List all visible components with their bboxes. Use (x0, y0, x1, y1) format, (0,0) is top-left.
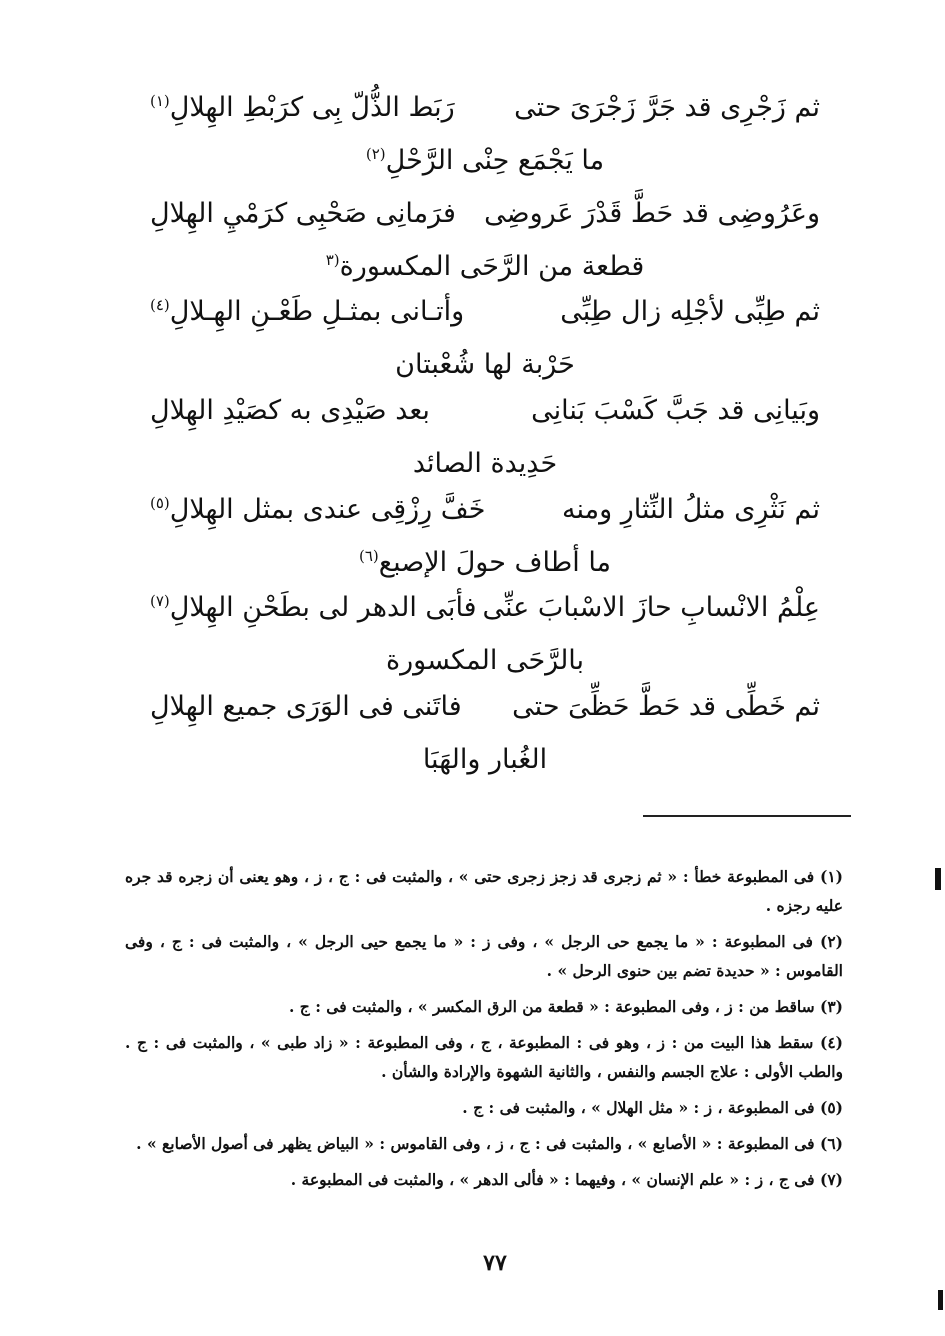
verse-block (150, 578, 820, 684)
verse-line (150, 282, 820, 335)
verse-line (150, 184, 820, 237)
verse-line (150, 677, 820, 730)
verse-first-hemistich: ثم خَطِّى قد حَطَّ حَظِّىَ حتى (512, 691, 820, 722)
verse-second-hemistich: وأتـانى بمثـلِ طَعْـنِ الهِـلالِ$^{(٤)}$ (150, 296, 465, 327)
verse-gloss: بالرَّحَى المكسورة (385, 645, 585, 676)
verse-second-hemistich: فرَمانِى صَحْبِى كرَمْيِ الهِلالِ (150, 198, 456, 229)
verse-gloss: ما يَجْمَع حِنْى الرَّحْلِ$^{(٢)}$ (365, 145, 605, 176)
footnote-ref: (٤) (150, 296, 170, 314)
footnote-ref: (٢) (365, 145, 386, 163)
verse-block (150, 677, 820, 783)
verse-second-hemistich: فأبَى الدهر لى بطَحْنِ الهِلالِ$^{(٧)}$ (150, 592, 477, 623)
footnote-ref: (١) (150, 92, 170, 110)
scan-edge-mark (935, 868, 941, 890)
footnote-ref: (٦) (358, 547, 379, 565)
verse-first-hemistich: ثم زَجْرِى قد جَرَّ زَجْرَىَ حتى (514, 92, 820, 123)
verse-first-hemistich: ثم طِبِّى لأجْلِه زال طِبِّى (560, 296, 820, 327)
scan-edge-mark (938, 1290, 943, 1310)
verse-gloss: حَرْبة لها شُعْبتان (395, 349, 575, 380)
footnote-ref: (٧) (150, 592, 170, 610)
verse-line (150, 578, 820, 631)
verse-second-hemistich: فاتَنى فى الوَرَى جميع الهِلالِ (150, 691, 462, 722)
footnote-ref: (٥) (150, 494, 170, 512)
footnote: (٥) فى المطبوعة ، ز : « مثل الهلال » ، والمثبت فى : ج . (462, 1098, 843, 1117)
verse-line (150, 78, 820, 131)
verse-line (150, 480, 820, 533)
footnote: (٢) فى المطبوعة : « ما يجمع حى الرجل » ، وفى ز : « ما يجمع حيى الرجل » ، والمثبت فى : ج ، وفى القاموس : « حديدة تضم بين حنوى الرحل » . (125, 932, 843, 980)
verse-second-hemistich: خَفَّ رِزْقِى عندى بمثل الهِلالِ$^{(٥)}$ (150, 494, 486, 525)
verse-first-hemistich: وعَرُوضِى قد حَطَّ قَدْرَ عَروضِى (484, 198, 820, 229)
verse-gloss: قطعة من الرَّحَى المكسورة$^{(٣}$ (325, 251, 645, 282)
verse-gloss: ما أطاف حولَ الإصبع$^{(٦)}$ (358, 547, 612, 578)
footnote: (١) فى المطبوعة خطأ : « ثم زجرى قد زجز زجرى حتى » ، والمثبت فى : ج ، ز ، وهو يعنى أن زجره قد جره عليه رجزه . (125, 867, 843, 915)
verse-second-hemistich: رَبَط الذُّلّ بِى كرَبْطِ الهِلالِ$^{(١)}$ (150, 92, 455, 123)
footnote-separator (643, 815, 851, 817)
verse-block (150, 381, 820, 487)
verse-gloss: الغُبار والهَبَا (422, 744, 548, 775)
verse-block (150, 78, 820, 184)
verse-block (150, 184, 820, 290)
page-number: ٧٧ (483, 1250, 507, 1276)
verse-first-hemistich: ثم نَثْرِى مثلُ النِّثارِ ومنه (562, 494, 820, 525)
verse-line (150, 381, 820, 434)
verse-second-hemistich: بعد صَيْدِى به كصَيْدِ الهِلالِ (150, 395, 430, 426)
footnote: (٦) فى المطبوعة : « الأصابع » ، والمثبت فى : ج ، ز ، وفى القاموس : « البياض يظهر فى أصول الأصابع » . (136, 1134, 843, 1153)
verse-block (150, 282, 820, 388)
footnotes (125, 862, 843, 1201)
footnote: (٧) فى ج ، ز : « علم الإنسان » ، وفيهما : « فألى الدهر » ، والمثبت فى المطبوعة . (290, 1170, 843, 1189)
verse-first-hemistich: عِلْمُ الانْسابِ حازَ الاسْبابَ عنِّى (482, 592, 820, 623)
footnote: (٣) ساقط من : ز ، وفى المطبوعة : « قطعة من الرق المكسر » ، والمثبت فى : ج . (289, 997, 843, 1016)
verse-first-hemistich: وبَيانِى قد جَبَّ كَسْبَ بَنانِى (531, 395, 820, 426)
verse-gloss: حَدِيدة الصائد (412, 448, 558, 479)
footnote: (٤) سقط هذا البيت من : ز ، وهو فى : المطبوعة ، ج ، وفى المطبوعة : « زاد طبى » ، والمثبت فى : ج . والطب الأولى : علاج الجسم والنفس ، والثانية الشهوة والإرادة والشأن . (125, 1033, 843, 1081)
verse-block (150, 480, 820, 586)
footnote-ref: (٣ (325, 251, 340, 269)
